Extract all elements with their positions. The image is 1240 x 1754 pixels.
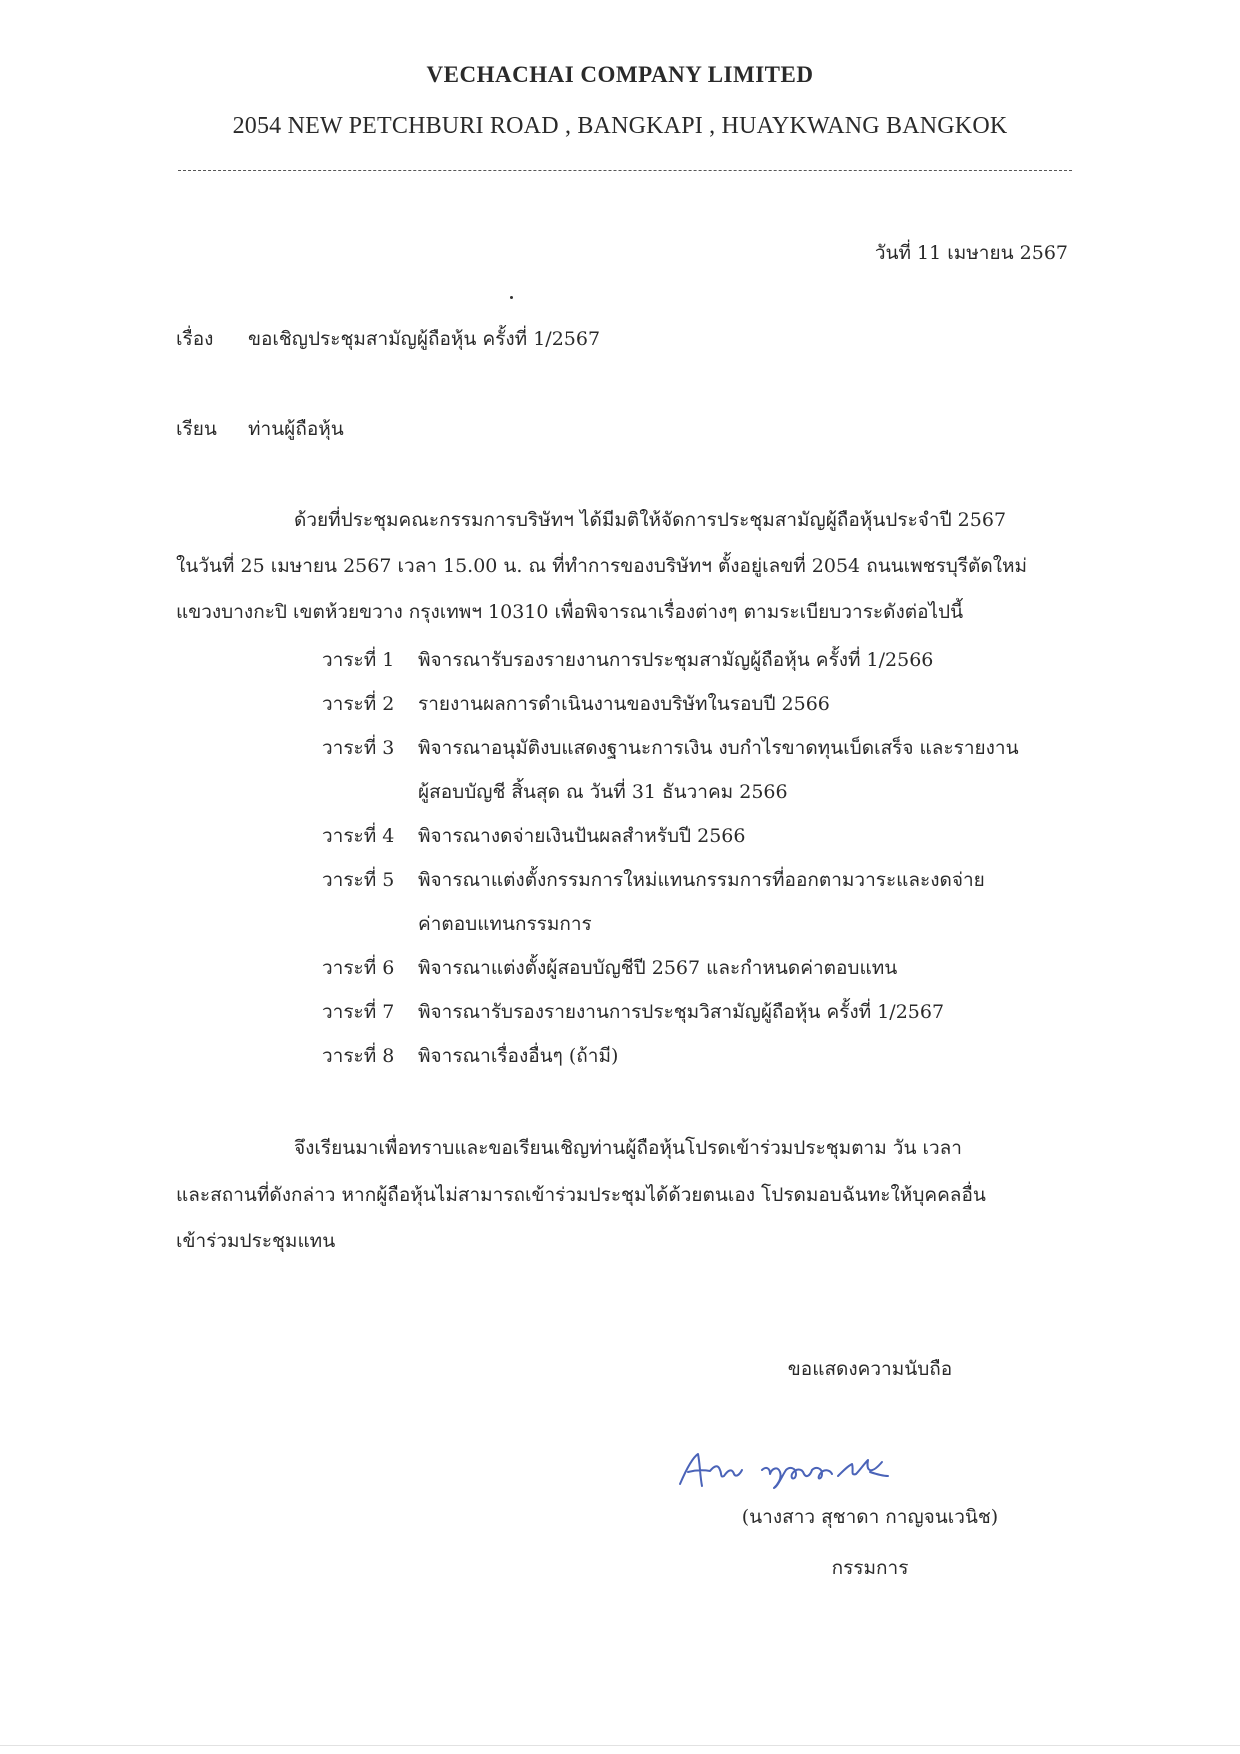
agenda-text-continued: ค่าตอบแทนกรรมการ <box>418 913 592 935</box>
recipient-label: เรียน <box>176 418 217 440</box>
letter-date: วันที่ 11 เมษายน 2567 <box>874 242 1068 264</box>
agenda-number: วาระที่ 3 <box>322 737 395 759</box>
agenda-number: วาระที่ 4 <box>322 825 395 847</box>
agenda-number: วาระที่ 6 <box>322 957 395 979</box>
signatory-position: กรรมการ <box>831 1557 909 1579</box>
conclusion-line-2: และสถานที่ดังกล่าว หากผู้ถือหุ้นไม่สามารถเข้าร่วมประชุมได้ด้วยตนเอง โปรดมอบฉันทะให้บุคคลอื่น <box>176 1184 986 1206</box>
agenda-text: พิจารณางดจ่ายเงินปันผลสำหรับปี 2566 <box>418 825 746 847</box>
scan-edge <box>0 1745 1240 1746</box>
intro-line-3: แขวงบางกะปิ เขตห้วยขวาง กรุงเทพฯ 10310 เพื่อพิจารณาเรื่องต่างๆ ตามระเบียบวาระดังต่อไปนี้ <box>176 601 964 623</box>
agenda-list <box>322 638 1102 1078</box>
agenda-text: พิจารณาอนุมัติงบแสดงฐานะการเงิน งบกำไรขาดทุนเบ็ดเสร็จ และรายงาน <box>418 737 1019 759</box>
company-address: 2054 NEW PETCHBURI ROAD , BANGKAPI , HUAYKWANG BANGKOK <box>232 113 1008 139</box>
agenda-item <box>322 1034 1102 1078</box>
agenda-text-continued: ผู้สอบบัญชี สิ้นสุด ณ วันที่ 31 ธันวาคม 2566 <box>418 781 788 803</box>
closing-regards: ขอแสดงความนับถือ <box>787 1358 953 1380</box>
agenda-item <box>322 990 1102 1034</box>
agenda-text: พิจารณาเรื่องอื่นๆ (ถ้ามี) <box>418 1045 619 1067</box>
agenda-number: วาระที่ 1 <box>322 649 395 671</box>
header-divider <box>178 170 1072 171</box>
recipient-text: ท่านผู้ถือหุ้น <box>248 418 344 440</box>
agenda-item <box>322 682 1102 726</box>
agenda-text: พิจารณาแต่งตั้งผู้สอบบัญชีปี 2567 และกำหนดค่าตอบแทน <box>418 957 898 979</box>
intro-line-2: ในวันที่ 25 เมษายน 2567 เวลา 15.00 น. ณ ที่ทำการของบริษัทฯ ตั้งอยู่เลขที่ 2054 ถนนเพชรบุรีตัดใหม่ <box>176 555 1028 577</box>
agenda-number: วาระที่ 8 <box>322 1045 395 1067</box>
company-name: VECHACHAI COMPANY LIMITED <box>426 62 814 87</box>
conclusion-line-3: เข้าร่วมประชุมแทน <box>176 1230 336 1252</box>
stray-dot <box>510 296 513 299</box>
conclusion-line-1: จึงเรียนมาเพื่อทราบและขอเรียนเชิญท่านผู้ถือหุ้นโปรดเข้าร่วมประชุมตาม วัน เวลา <box>294 1137 962 1159</box>
subject-text: ขอเชิญประชุมสามัญผู้ถือหุ้น ครั้งที่ 1/2567 <box>248 328 601 350</box>
agenda-number: วาระที่ 5 <box>322 869 395 891</box>
subject-label: เรื่อง <box>176 328 214 350</box>
agenda-number: วาระที่ 7 <box>322 1001 395 1023</box>
signature <box>670 1440 950 1500</box>
agenda-text: พิจารณารับรองรายงานการประชุมวิสามัญผู้ถือหุ้น ครั้งที่ 1/2567 <box>418 1001 945 1023</box>
agenda-item <box>322 638 1102 682</box>
agenda-item <box>322 858 1102 946</box>
agenda-text: รายงานผลการดำเนินงานของบริษัทในรอบปี 2566 <box>418 693 830 715</box>
agenda-text: พิจารณารับรองรายงานการประชุมสามัญผู้ถือหุ้น ครั้งที่ 1/2566 <box>418 649 934 671</box>
agenda-text: พิจารณาแต่งตั้งกรรมการใหม่แทนกรรมการที่ออกตามวาระและงดจ่าย <box>418 869 985 891</box>
agenda-number: วาระที่ 2 <box>322 693 395 715</box>
agenda-item <box>322 726 1102 814</box>
signatory-name: (นางสาว สุชาดา กาญจนเวนิช) <box>741 1506 999 1528</box>
intro-line-1: ด้วยที่ประชุมคณะกรรมการบริษัทฯ ได้มีมติให้จัดการประชุมสามัญผู้ถือหุ้นประจำปี 2567 <box>294 509 1007 531</box>
agenda-item <box>322 946 1102 990</box>
agenda-item <box>322 814 1102 858</box>
